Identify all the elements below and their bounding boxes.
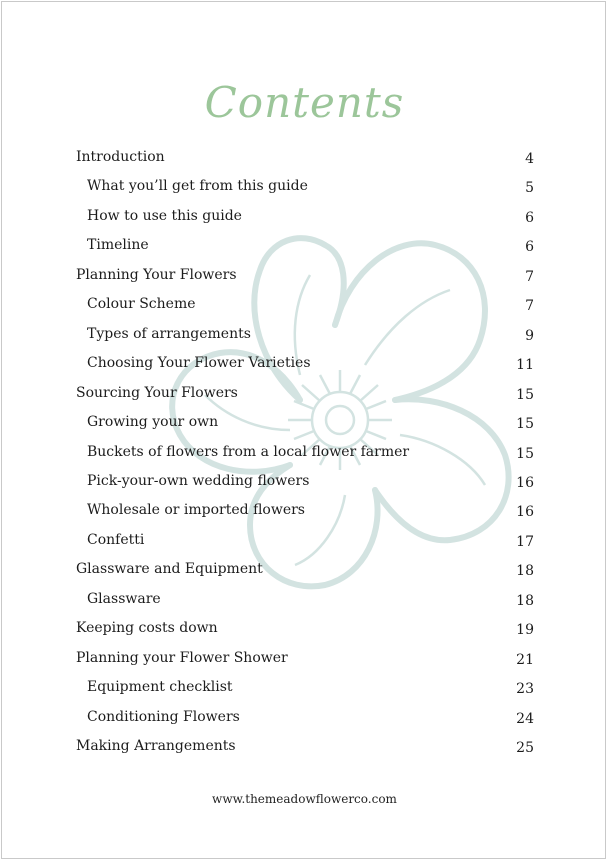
page-title: Contents [204,78,405,127]
footer-url[interactable]: www.themeadowflowerco.com [212,792,397,806]
toc-page-number: 16 [516,504,534,521]
toc-row[interactable] [0,352,609,374]
toc-row[interactable] [0,617,609,639]
toc-row[interactable] [0,175,609,197]
toc-entry-label: How to use this guide [87,207,242,224]
toc-entry-label: Conditioning Flowers [87,708,240,725]
toc-page-number: 24 [516,710,534,727]
toc-entry-label: Wholesale or imported flowers [87,502,305,519]
toc-row[interactable] [0,146,609,168]
toc-row[interactable] [0,735,609,757]
toc-page-number: 15 [516,386,534,403]
toc-page-number: 7 [525,298,534,315]
toc-page-number: 17 [516,533,534,550]
toc-entry-label: Pick-your-own wedding flowers [87,472,310,489]
toc-page-number: 23 [516,681,534,698]
toc-page-number: 15 [516,445,534,462]
toc-page-number: 15 [516,416,534,433]
toc-entry-label: Glassware [87,590,161,607]
toc-entry-label: Confetti [87,531,145,548]
toc-page-number: 21 [516,651,534,668]
toc-page-number: 6 [525,239,534,256]
toc-row[interactable] [0,529,609,551]
toc-entry-label: Equipment checklist [87,679,233,696]
toc-row[interactable] [0,234,609,256]
toc-row[interactable] [0,499,609,521]
toc-page-number: 18 [516,563,534,580]
toc-row[interactable] [0,706,609,728]
toc-row[interactable] [0,205,609,227]
toc-page-number: 4 [525,151,534,167]
toc-row[interactable] [0,411,609,433]
toc-row[interactable] [0,382,609,404]
toc-entry-label: Planning your Flower Shower [76,649,288,666]
toc-entry-label: What you’ll get from this guide [87,178,308,195]
toc-row[interactable] [0,441,609,463]
toc-entry-label: Glassware and Equipment [76,561,263,578]
toc-entry-label: Sourcing Your Flowers [76,384,238,401]
toc-page-number: 25 [516,740,534,756]
toc-page-number: 7 [525,268,534,285]
toc-page-number: 16 [516,474,534,491]
toc-row[interactable] [0,558,609,580]
toc-page-number: 5 [525,180,534,197]
toc-entry-label: Growing your own [87,414,219,431]
toc-entry-label: Keeping costs down [76,620,218,637]
toc-page-number: 9 [525,327,534,344]
toc-row[interactable] [0,470,609,492]
toc-entry-label: Making Arrangements [76,738,236,754]
toc-row[interactable] [0,647,609,669]
toc-page-number: 6 [525,209,534,226]
toc-entry-label: Timeline [87,237,149,254]
toc-page-number: 19 [516,622,534,639]
toc-row[interactable] [0,264,609,286]
toc-entry-label: Choosing Your Flower Varieties [87,355,311,372]
toc-entry-label: Colour Scheme [87,296,196,313]
toc-row[interactable] [0,676,609,698]
toc-row[interactable] [0,588,609,610]
toc-entry-label: Planning Your Flowers [76,266,237,283]
toc-row[interactable] [0,293,609,315]
toc-entry-label: Introduction [76,149,165,165]
toc-entry-label: Buckets of flowers from a local flower farmer [87,443,410,460]
toc-entry-label: Types of arrangements [87,325,251,342]
toc-page-number: 18 [516,592,534,609]
toc-page-number: 11 [516,357,534,374]
toc-row[interactable] [0,323,609,345]
